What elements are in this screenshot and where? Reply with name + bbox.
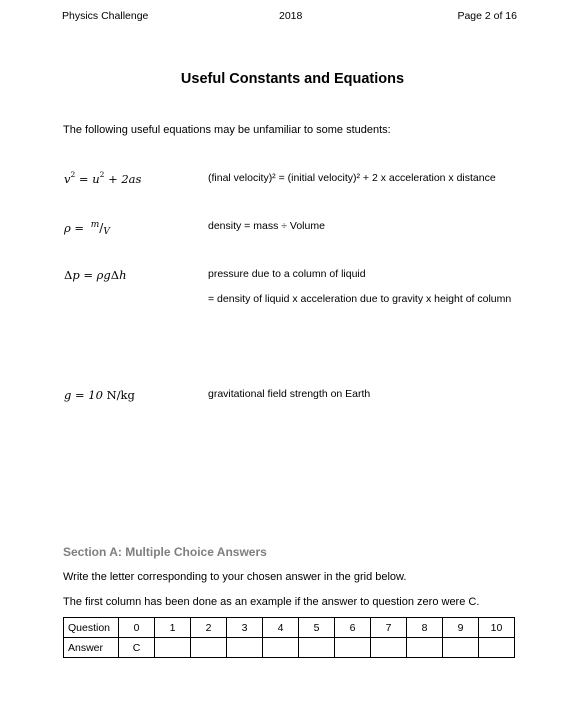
answer-cell-2[interactable] (191, 638, 227, 658)
question-row-label: Question (64, 618, 119, 638)
answer-cell-0[interactable]: C (119, 638, 155, 658)
equation-kinematics-description: (final velocity)² = (initial velocity)² + 2 x acceleration x distance (208, 172, 496, 184)
equation-kinematics: $v^2 = u^2 + 2as$ (64, 170, 142, 186)
answer-cell-10[interactable] (479, 638, 515, 658)
equation-pressure-description: pressure due to a column of liquid (208, 268, 366, 280)
question-number-9: 9 (443, 618, 479, 638)
equation-pressure-description-line2: = density of liquid x acceleration due to gravity x height of column (208, 293, 512, 305)
question-number-1: 1 (155, 618, 191, 638)
answer-cell-9[interactable] (443, 638, 479, 658)
question-number-3: 3 (227, 618, 263, 638)
question-number-2: 2 (191, 618, 227, 638)
answer-cell-3[interactable] (227, 638, 263, 658)
question-number-10: 10 (479, 618, 515, 638)
answer-cell-7[interactable] (371, 638, 407, 658)
answer-row-label: Answer (64, 638, 119, 658)
page-number: Page 2 of 16 (457, 10, 517, 22)
question-number-6: 6 (335, 618, 371, 638)
header-year: 2018 (279, 10, 303, 22)
equation-gravity-description: gravitational field strength on Earth (208, 388, 371, 400)
question-number-4: 4 (263, 618, 299, 638)
answer-cell-8[interactable] (407, 638, 443, 658)
equation-density: ρ = $^m$/V (64, 220, 110, 237)
question-number-5: 5 (299, 618, 335, 638)
section-a-heading: Section A: Multiple Choice Answers (63, 545, 267, 559)
header-left: Physics Challenge (62, 10, 149, 22)
answer-grid (63, 617, 515, 658)
question-number-7: 7 (371, 618, 407, 638)
question-number-0: 0 (119, 618, 155, 638)
question-number-8: 8 (407, 618, 443, 638)
answer-cell-4[interactable] (263, 638, 299, 658)
page-title: Useful Constants and Equations (180, 71, 405, 87)
intro-text: The following useful equations may be unfamiliar to some students: (63, 124, 391, 136)
answer-cell-6[interactable] (335, 638, 371, 658)
answer-cell-5[interactable] (299, 638, 335, 658)
equation-density-description: density = mass ÷ Volume (208, 220, 325, 232)
question-row (64, 618, 515, 638)
answer-cell-1[interactable] (155, 638, 191, 658)
section-a-instruction: Write the letter corresponding to your chosen answer in the grid below. (63, 571, 407, 583)
answer-row (64, 638, 515, 658)
equation-gravity: g = 10 N/kg (64, 388, 135, 402)
section-a-example-note: The first column has been done as an example if the answer to question zero were C. (63, 596, 480, 608)
equation-pressure: Δp = ρgΔh (64, 268, 127, 282)
